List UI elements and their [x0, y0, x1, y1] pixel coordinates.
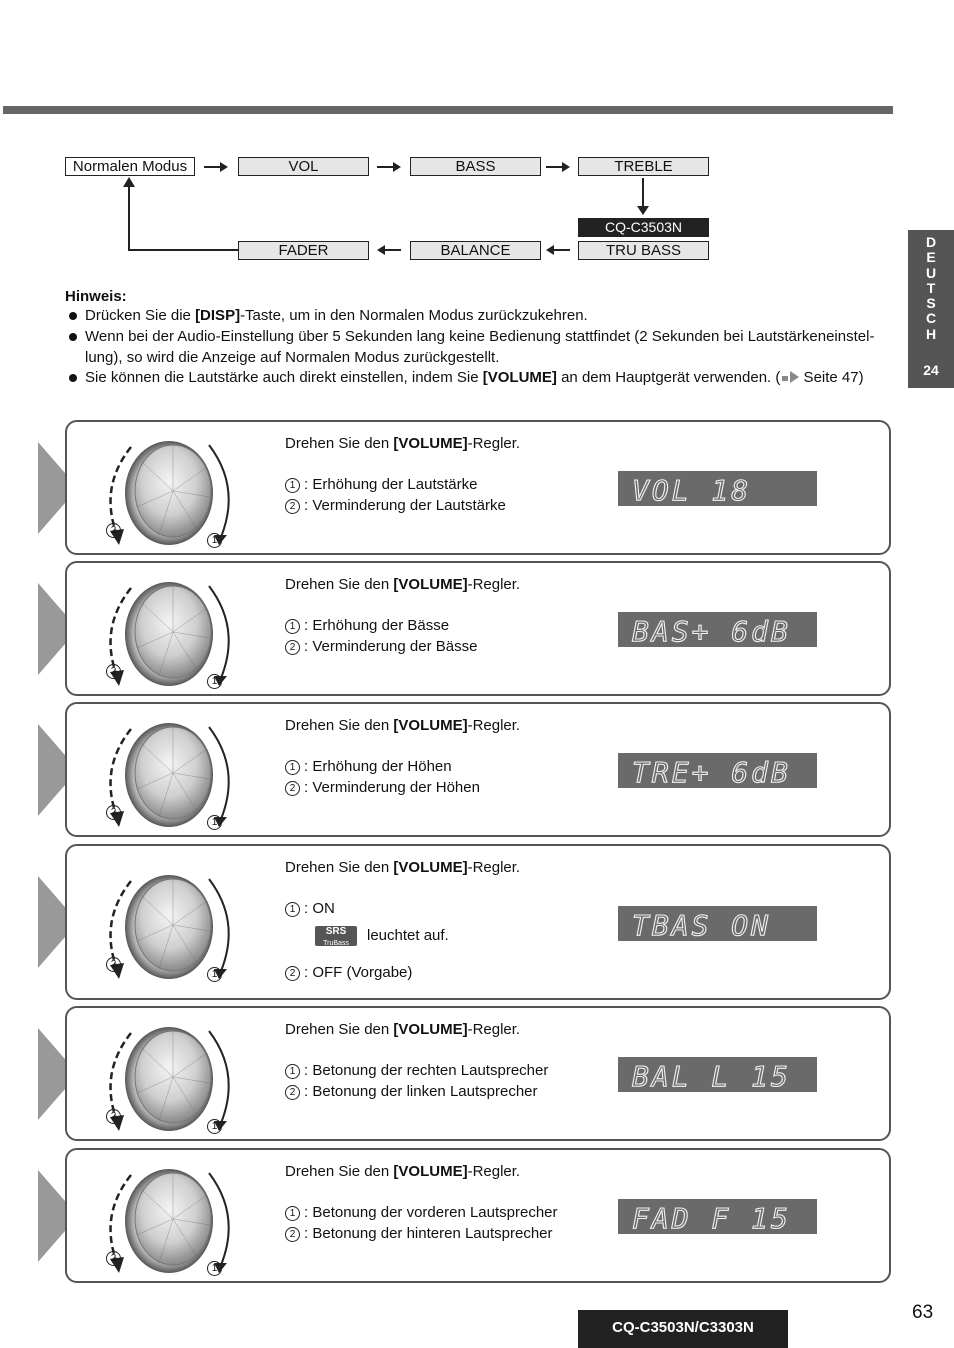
lcd-display	[618, 1199, 817, 1234]
instruction: Drehen Sie den [VOLUME]-Regler.	[285, 1021, 521, 1038]
flow-bass: BASS	[410, 157, 541, 176]
header-rule	[3, 106, 893, 114]
rotate-cw-marker: 1	[207, 1119, 222, 1134]
flow-trubass: TRU BASS	[578, 241, 709, 260]
option-1: 1 : Erhöhung der Bässe	[285, 616, 449, 637]
option-2: 2 : Verminderung der Höhen	[285, 778, 480, 799]
lcd-display	[618, 1057, 817, 1092]
tab-letter: H	[925, 325, 937, 342]
arrow-down-icon	[636, 178, 650, 218]
rotate-cw-marker: 1	[207, 674, 222, 689]
option-1: 1 : Erhöhung der Lautstärke	[285, 475, 477, 496]
adjust-panel	[65, 420, 891, 555]
rotate-ccw-marker: 2	[106, 957, 121, 972]
option-2: 2 : OFF (Vorgabe)	[285, 963, 412, 984]
note-item: Sie können die Lautstärke auch direkt einstellen, indem Sie [VOLUME] an dem Hauptgerät verwenden. ( Seite 47)	[85, 367, 885, 388]
lcd-text: FAD F 15	[632, 1202, 791, 1234]
footer-model-label: CQ-C3503N/C3303N	[578, 1310, 788, 1348]
adjust-panel	[65, 702, 891, 837]
rotate-cw-marker: 1	[207, 967, 222, 982]
note-item: Wenn bei der Audio-Einstellung über 5 Sekunden lang keine Bedienung stattfindet (2 Sekunden bei Lautstärkeneinstel-lung), so wird die Anzeige auf Normalen Modus zurückgestellt.	[85, 326, 885, 368]
rotate-ccw-marker: 2	[106, 805, 121, 820]
flow-normal-mode: Normalen Modus	[65, 157, 195, 176]
option-2: 2 : Verminderung der Lautstärke	[285, 496, 506, 517]
arrow-right-icon	[546, 161, 570, 173]
tab-letter: C	[925, 310, 937, 327]
flow-model-note: CQ-C3503N	[578, 218, 709, 237]
lcd-display	[618, 906, 817, 941]
rotate-cw-marker: 1	[207, 533, 222, 548]
adjust-panel	[65, 1148, 891, 1283]
arrow-up-icon	[122, 176, 136, 188]
lcd-text: TBAS ON	[632, 909, 772, 941]
section-page-number: 24	[923, 362, 939, 378]
note-item: Drücken Sie die [DISP]-Taste, um in den Normalen Modus zurückzukehren.	[85, 305, 885, 326]
rotate-ccw-marker: 2	[106, 523, 121, 538]
option-1: 1 : Erhöhung der Höhen	[285, 757, 452, 778]
language-side-tab	[908, 230, 954, 388]
flow-balance: BALANCE	[410, 241, 541, 260]
arrow-left-icon	[377, 244, 401, 256]
option-2: 2 : Betonung der linken Lautsprecher	[285, 1082, 538, 1103]
flow-vol: VOL	[238, 157, 369, 176]
return-line	[128, 249, 238, 251]
tab-letter: E	[926, 249, 936, 266]
lcd-text: TRE+ 6dB	[632, 756, 791, 788]
flow-fader: FADER	[238, 241, 369, 260]
rotate-ccw-marker: 2	[106, 1109, 121, 1124]
option-2: 2 : Verminderung der Bässe	[285, 637, 477, 658]
page-number: 63	[912, 1302, 934, 1323]
flow-treble: TREBLE	[578, 157, 709, 176]
arrow-left-icon	[546, 244, 570, 256]
tab-letter: S	[926, 295, 936, 312]
arrow-right-icon	[377, 161, 401, 173]
rotate-ccw-marker: 2	[106, 664, 121, 679]
notes-title: Hinweis:	[65, 288, 127, 305]
option-1: 1 : ON	[285, 899, 335, 920]
adjust-panel	[65, 1006, 891, 1141]
rotate-cw-marker: 1	[207, 1261, 222, 1276]
return-line	[128, 185, 130, 251]
tab-letter: U	[925, 264, 937, 281]
instruction: Drehen Sie den [VOLUME]-Regler.	[285, 435, 521, 452]
rotate-ccw-marker: 2	[106, 1251, 121, 1266]
arrow-right-icon	[204, 161, 228, 173]
lcd-text: BAL L 15	[632, 1060, 791, 1092]
lcd-text: BAS+ 6dB	[632, 615, 791, 647]
lcd-display	[618, 612, 817, 647]
instruction: Drehen Sie den [VOLUME]-Regler.	[285, 717, 521, 734]
srs-trubass-logo: SRS TruBass	[315, 926, 357, 946]
option-2: 2 : Betonung der hinteren Lautsprecher	[285, 1224, 553, 1245]
lcd-display	[618, 753, 817, 788]
instruction: Drehen Sie den [VOLUME]-Regler.	[285, 1163, 521, 1180]
tab-letter: D	[925, 234, 937, 250]
option-1: 1 : Betonung der vorderen Lautsprecher	[285, 1203, 558, 1224]
page-ref-arrow-icon	[782, 376, 788, 381]
lcd-text: VOL 18	[632, 474, 752, 506]
tab-letter: T	[926, 279, 936, 296]
lcd-display	[618, 471, 817, 506]
rotate-cw-marker: 1	[207, 815, 222, 830]
adjust-panel	[65, 844, 891, 1000]
option-1: 1 : Betonung der rechten Lautsprecher	[285, 1061, 548, 1082]
instruction: Drehen Sie den [VOLUME]-Regler.	[285, 576, 521, 593]
instruction: Drehen Sie den [VOLUME]-Regler.	[285, 859, 521, 876]
adjust-panel	[65, 561, 891, 696]
srs-indicator: SRS TruBass leuchtet auf.	[315, 926, 449, 947]
